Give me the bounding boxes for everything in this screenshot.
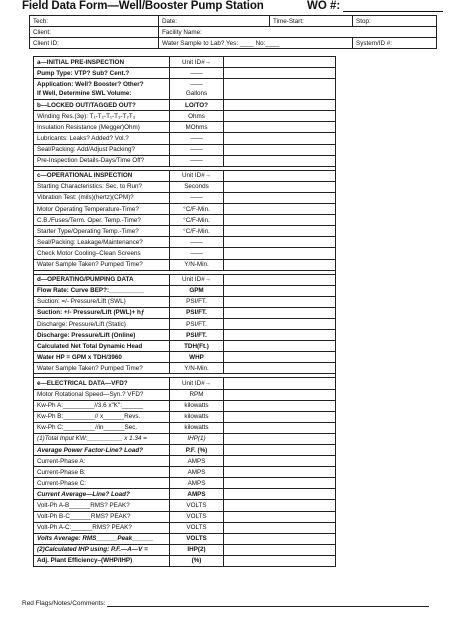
table-row xyxy=(34,511,336,522)
row-value-field[interactable] xyxy=(224,522,336,533)
row-label: Application: Well? Booster? Other? If Well, Determine SWL Volume: xyxy=(34,79,170,100)
table-row xyxy=(34,489,336,500)
row-label: Pre-Inspection Details-Days/Time Off? xyxy=(34,155,170,166)
table-row xyxy=(34,133,336,144)
row-label: Pump Type: VTP? Sub? Cent.? xyxy=(34,68,170,79)
table-row xyxy=(34,467,336,478)
row-value-field[interactable] xyxy=(224,111,336,122)
row-value-field[interactable] xyxy=(224,204,336,215)
table-row xyxy=(34,155,336,166)
row-unit: —— xyxy=(170,192,224,203)
row-value-field[interactable] xyxy=(224,215,336,226)
table-row xyxy=(34,204,336,215)
row-unit: °C/F-Min. xyxy=(170,204,224,215)
row-label: Volt-Ph A-B______RMS? PEAK? xyxy=(34,500,170,511)
row-unit: PSI/FT. xyxy=(170,296,224,307)
row-value-field[interactable] xyxy=(224,79,336,100)
row-label: a—INITIAL PRE-INSPECTION xyxy=(34,57,170,68)
row-value-field[interactable] xyxy=(224,422,336,433)
row-label: Suction: =/- Pressure/Lift (SWL) xyxy=(34,296,170,307)
client-field[interactable]: Client: xyxy=(30,27,159,38)
comments-field[interactable] xyxy=(22,600,429,607)
row-label: C.B./Fuses/Term. Oper. Temp.-Time? xyxy=(34,215,170,226)
date-field[interactable]: Date: xyxy=(159,16,270,27)
row-label: Current-Phase C: xyxy=(34,478,170,489)
row-unit: PSI/FT. xyxy=(170,318,224,329)
row-unit: MOhms xyxy=(170,122,224,133)
row-label: b—LOCKED OUT/TAGGED OUT? xyxy=(34,100,170,111)
row-value-field[interactable] xyxy=(224,467,336,478)
row-value-field[interactable] xyxy=(224,544,336,555)
row-label: Water Sample Taken? Pumped Time? xyxy=(34,259,170,270)
table-row xyxy=(34,411,336,422)
table-row xyxy=(34,341,336,352)
row-label: Current-Phase A: xyxy=(34,456,170,467)
data-table xyxy=(33,56,336,567)
row-label: Winding Res.(3φ): T₁-T₂-T₁-T₃-T₂T₃ xyxy=(34,111,170,122)
table-row xyxy=(34,181,336,192)
row-value-field[interactable] xyxy=(224,318,336,329)
row-label: Insulation Resistance (Megger)Ohm) xyxy=(34,122,170,133)
row-value-field[interactable] xyxy=(224,133,336,144)
row-label: Average Power Factor-Line? Load? xyxy=(34,445,170,456)
table-row xyxy=(34,500,336,511)
row-value-field[interactable] xyxy=(224,144,336,155)
table-row xyxy=(34,259,336,270)
comments-line[interactable] xyxy=(107,600,429,607)
row-unit: TDH(Ft.) xyxy=(170,341,224,352)
row-value-field[interactable] xyxy=(224,122,336,133)
row-label: (1)Total Input KW:__________ x 1.34 = xyxy=(34,433,170,444)
row-value-field[interactable] xyxy=(224,68,336,79)
table-row xyxy=(34,100,336,111)
row-label: Water HP = GPM x TDH/3960 xyxy=(34,352,170,363)
row-label: c—OPERATIONAL INSPECTION xyxy=(34,170,170,181)
row-label: e—ELECTRICAL DATA—VFD? xyxy=(34,378,170,389)
table-row xyxy=(34,237,336,248)
table-row xyxy=(34,522,336,533)
row-unit: IHP(2) xyxy=(170,544,224,555)
row-unit: Y/N-Min. xyxy=(170,259,224,270)
row-label: Kw-Ph A:_________//3.6 x"K":______ xyxy=(34,400,170,411)
row-value-field[interactable] xyxy=(224,411,336,422)
row-unit: kilowatts xyxy=(170,400,224,411)
row-label: Check Motor Cooling–Clean Screens xyxy=(34,248,170,259)
row-value-field[interactable] xyxy=(224,248,336,259)
row-label: Discharge: Pressure/Lift (Static) xyxy=(34,318,170,329)
row-unit: VOLTS xyxy=(170,500,224,511)
row-label: Adj. Plant Efficiency–(WHP/IHP) xyxy=(34,555,170,566)
table-row xyxy=(34,389,336,400)
comments-label: Red Flags/Notes/Comments: xyxy=(22,600,106,607)
row-unit: °C/F-Min. xyxy=(170,226,224,237)
table-row xyxy=(34,433,336,444)
table-row xyxy=(34,111,336,122)
row-value-field[interactable] xyxy=(224,259,336,270)
table-row xyxy=(34,122,336,133)
row-label: (2)Calculated IHP using: P.F.—A—V = xyxy=(34,544,170,555)
row-label: Discharge: Pressure/Lift (Online) xyxy=(34,330,170,341)
table-row xyxy=(34,352,336,363)
facility-name-field[interactable]: Facility Name: xyxy=(159,27,437,38)
table-row xyxy=(34,445,336,456)
row-value-field[interactable] xyxy=(224,500,336,511)
row-unit: AMPS xyxy=(170,456,224,467)
row-value-field[interactable] xyxy=(224,489,336,500)
row-label: Calculated Net Total Dynamic Head xyxy=(34,341,170,352)
system-id-field[interactable]: System/ID #: xyxy=(353,38,437,49)
row-unit: VOLTS xyxy=(170,533,224,544)
row-unit: Y/N-Min. xyxy=(170,363,224,374)
table-row xyxy=(34,215,336,226)
table-row xyxy=(34,170,336,181)
table-row xyxy=(34,478,336,489)
client-id-field[interactable]: Client ID: xyxy=(30,38,159,49)
table-row xyxy=(34,544,336,555)
row-value-field[interactable] xyxy=(224,378,336,389)
row-unit: kilowatts xyxy=(170,422,224,433)
table-row xyxy=(34,274,336,285)
row-unit: Unit ID#→ xyxy=(170,274,224,285)
row-unit: IHP(1) xyxy=(170,433,224,444)
row-unit: AMPS xyxy=(170,478,224,489)
row-value-field[interactable] xyxy=(224,555,336,566)
table-row xyxy=(34,79,336,100)
row-unit: VOLTS xyxy=(170,522,224,533)
table-row xyxy=(34,400,336,411)
row-label: d—OPERATING/PUMPING DATA xyxy=(34,274,170,285)
row-unit: GPM xyxy=(170,285,224,296)
row-unit: —— xyxy=(170,68,224,79)
row-value-field[interactable] xyxy=(224,433,336,444)
row-value-field[interactable] xyxy=(224,307,336,318)
row-label: Vibration Test: (mils)(hertz)(CPM)? xyxy=(34,192,170,203)
row-unit: Ohms xyxy=(170,111,224,122)
row-label: Current-Phase B: xyxy=(34,467,170,478)
row-value-field[interactable] xyxy=(224,456,336,467)
row-value-field[interactable] xyxy=(224,155,336,166)
table-row xyxy=(34,285,336,296)
work-order-line[interactable] xyxy=(343,1,443,12)
form-title: Field Data Form—Well/Booster Pump Station xyxy=(22,0,264,12)
work-order-field[interactable] xyxy=(307,0,443,12)
row-value-field[interactable] xyxy=(224,400,336,411)
table-row xyxy=(34,363,336,374)
table-row xyxy=(34,248,336,259)
row-unit: Unit ID#→ xyxy=(170,170,224,181)
row-label: Lubricants: Leaks? Added? Vol.? xyxy=(34,133,170,144)
row-label: Starter Type/Operating Temp.-Time? xyxy=(34,226,170,237)
row-unit: Unit ID#→ xyxy=(170,378,224,389)
row-value-field[interactable] xyxy=(224,57,336,68)
row-value-field[interactable] xyxy=(224,170,336,181)
table-row xyxy=(34,68,336,79)
row-value-field[interactable] xyxy=(224,192,336,203)
row-unit: —— xyxy=(170,133,224,144)
work-order-label: WO #: xyxy=(307,0,341,12)
row-label: Starting Characteristics: Sec. to Run? xyxy=(34,181,170,192)
row-unit: AMPS xyxy=(170,489,224,500)
row-label: Volt-Ph A-C:______RMS? PEAK? xyxy=(34,522,170,533)
row-unit: Unit ID#→ xyxy=(170,57,224,68)
row-label: Water Sample Taken? Pumped Time? xyxy=(34,363,170,374)
row-unit: PSI/FT. xyxy=(170,330,224,341)
row-label: Volt-Ph B-C______RMS? PEAK? xyxy=(34,511,170,522)
row-label: Kw-Ph B:_________// x______Revs. xyxy=(34,411,170,422)
row-value-field[interactable] xyxy=(224,330,336,341)
water-sample-field[interactable]: Water Sample to Lab? Yes: ____ No:____ xyxy=(159,38,353,49)
row-unit: PSI/FT. xyxy=(170,307,224,318)
table-row xyxy=(34,296,336,307)
table-row xyxy=(34,144,336,155)
row-value-field[interactable] xyxy=(224,511,336,522)
table-row xyxy=(34,533,336,544)
row-value-field[interactable] xyxy=(224,274,336,285)
row-value-field[interactable] xyxy=(224,478,336,489)
row-value-field[interactable] xyxy=(224,100,336,111)
table-row xyxy=(34,192,336,203)
row-label: Suction: +/- Pressure/Lift (PWL)+ hƒ xyxy=(34,307,170,318)
table-row xyxy=(34,422,336,433)
row-value-field[interactable] xyxy=(224,237,336,248)
table-row xyxy=(34,330,336,341)
row-label: Seal/Packing: Leakage/Maintenance? xyxy=(34,237,170,248)
table-row xyxy=(34,57,336,68)
row-unit: —— Gallons xyxy=(170,79,224,100)
row-unit: RPM xyxy=(170,389,224,400)
table-row xyxy=(34,307,336,318)
row-value-field[interactable] xyxy=(224,352,336,363)
row-unit: LO/TO? xyxy=(170,100,224,111)
row-label: Motor Rotational Speed—Syn.? VFD? xyxy=(34,389,170,400)
row-label: Flow Rate: Curve BEP?:__________ xyxy=(34,285,170,296)
stop-field[interactable]: Stop: xyxy=(353,16,437,27)
row-unit: kilowatts xyxy=(170,411,224,422)
row-label: Kw-Ph C:_________//in______Sec. xyxy=(34,422,170,433)
row-unit: —— xyxy=(170,248,224,259)
row-value-field[interactable] xyxy=(224,389,336,400)
row-label: Current Average—Line? Load? xyxy=(34,489,170,500)
table-row xyxy=(34,378,336,389)
row-value-field[interactable] xyxy=(224,445,336,456)
row-value-field[interactable] xyxy=(224,533,336,544)
table-row xyxy=(34,318,336,329)
row-value-field[interactable] xyxy=(224,363,336,374)
header-table xyxy=(29,15,437,49)
time-start-field[interactable]: Time-Start: xyxy=(270,16,353,27)
table-row xyxy=(34,226,336,237)
table-row xyxy=(34,456,336,467)
row-label: Seal/Packing: Add/Adjust Packing? xyxy=(34,144,170,155)
row-unit: AMPS xyxy=(170,467,224,478)
row-unit: (%) xyxy=(170,555,224,566)
row-label: Volts Average: RMS______Peak______ xyxy=(34,533,170,544)
row-label: Motor Operating Temperature-Time? xyxy=(34,204,170,215)
row-unit: WHP xyxy=(170,352,224,363)
row-value-field[interactable] xyxy=(224,341,336,352)
row-value-field[interactable] xyxy=(224,226,336,237)
table-row xyxy=(34,555,336,566)
row-unit: Seconds xyxy=(170,181,224,192)
row-value-field[interactable] xyxy=(224,296,336,307)
row-unit: °C/F-Min. xyxy=(170,215,224,226)
row-value-field[interactable] xyxy=(224,285,336,296)
row-unit: —— xyxy=(170,237,224,248)
row-unit: —— xyxy=(170,144,224,155)
row-unit: VOLTS xyxy=(170,511,224,522)
row-unit: P.F. (%) xyxy=(170,445,224,456)
row-unit: —— xyxy=(170,155,224,166)
tech-field[interactable]: Tech: xyxy=(30,16,159,27)
row-value-field[interactable] xyxy=(224,181,336,192)
